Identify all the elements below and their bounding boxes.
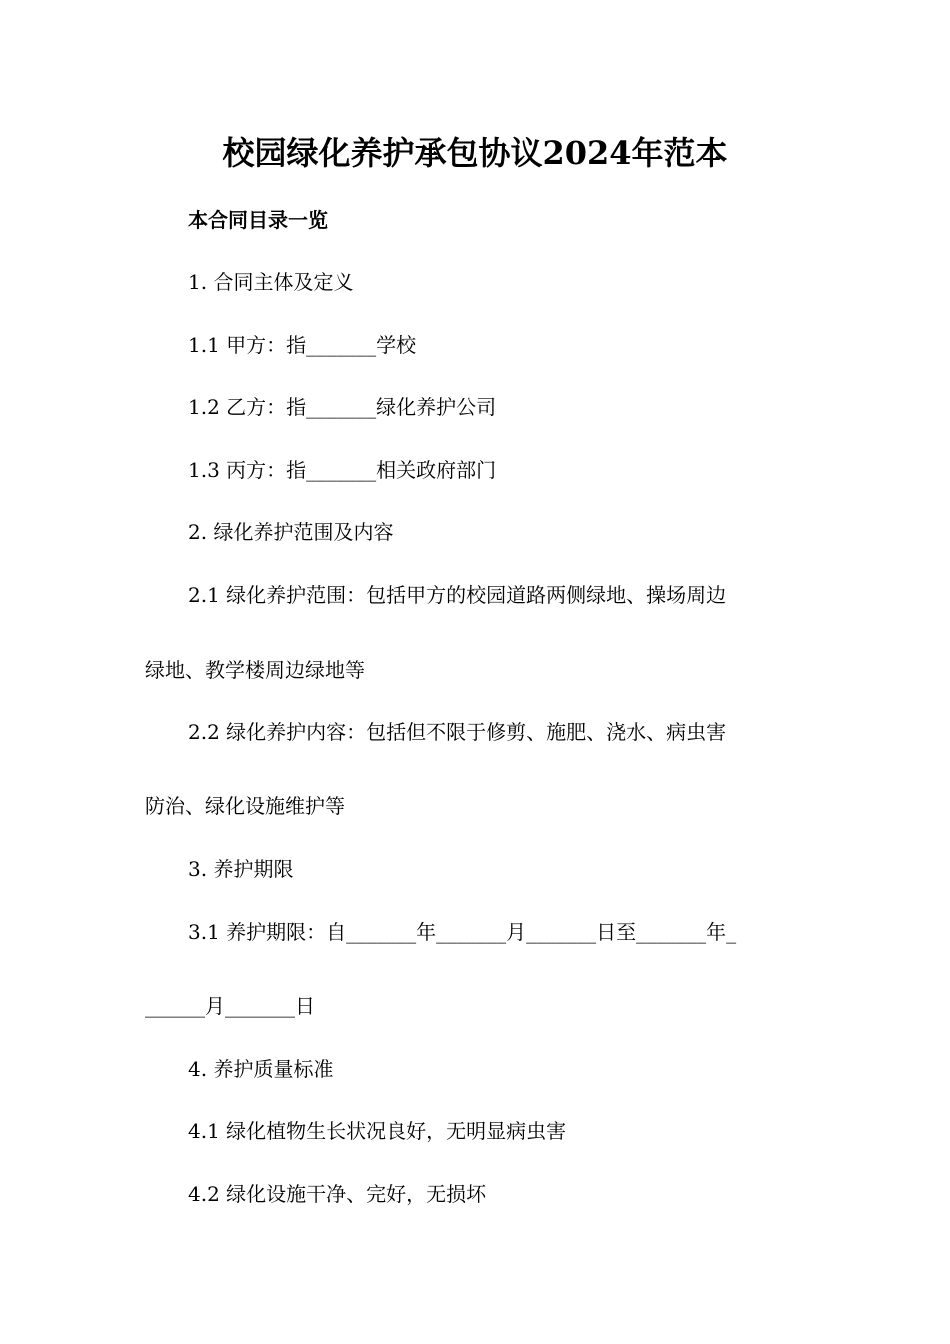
clause-2-1-line-1: 2.1 绿化养护范围：包括甲方的校园道路两侧绿地、操场周边 — [188, 583, 727, 607]
clause-3-1-line-2: ______月_______日 — [145, 994, 315, 1018]
document-title: 校园绿化养护承包协议2024年范本 — [222, 134, 728, 172]
clause-2-2-line-1: 2.2 绿化养护内容：包括但不限于修剪、施肥、浇水、病虫害 — [188, 720, 727, 744]
clause-1-3: 1.3 丙方：指_______相关政府部门 — [188, 458, 497, 482]
clause-1-1: 1.1 甲方：指_______学校 — [188, 333, 417, 357]
section-1-heading: 1. 合同主体及定义 — [188, 270, 354, 294]
clause-1-2: 1.2 乙方：指_______绿化养护公司 — [188, 395, 497, 419]
section-4-heading: 4. 养护质量标准 — [188, 1057, 334, 1081]
toc-heading: 本合同目录一览 — [188, 208, 328, 232]
section-2-heading: 2. 绿化养护范围及内容 — [188, 520, 394, 544]
clause-3-1-line-1: 3.1 养护期限：自_______年_______月_______日至_______年_ — [188, 920, 737, 944]
clause-4-1: 4.1 绿化植物生长状况良好，无明显病虫害 — [188, 1119, 567, 1143]
clause-2-2-line-2: 防治、绿化设施维护等 — [145, 794, 345, 818]
section-3-heading: 3. 养护期限 — [188, 857, 294, 881]
clause-4-2: 4.2 绿化设施干净、完好，无损坏 — [188, 1182, 487, 1206]
clause-2-1-line-2: 绿地、教学楼周边绿地等 — [145, 658, 365, 682]
